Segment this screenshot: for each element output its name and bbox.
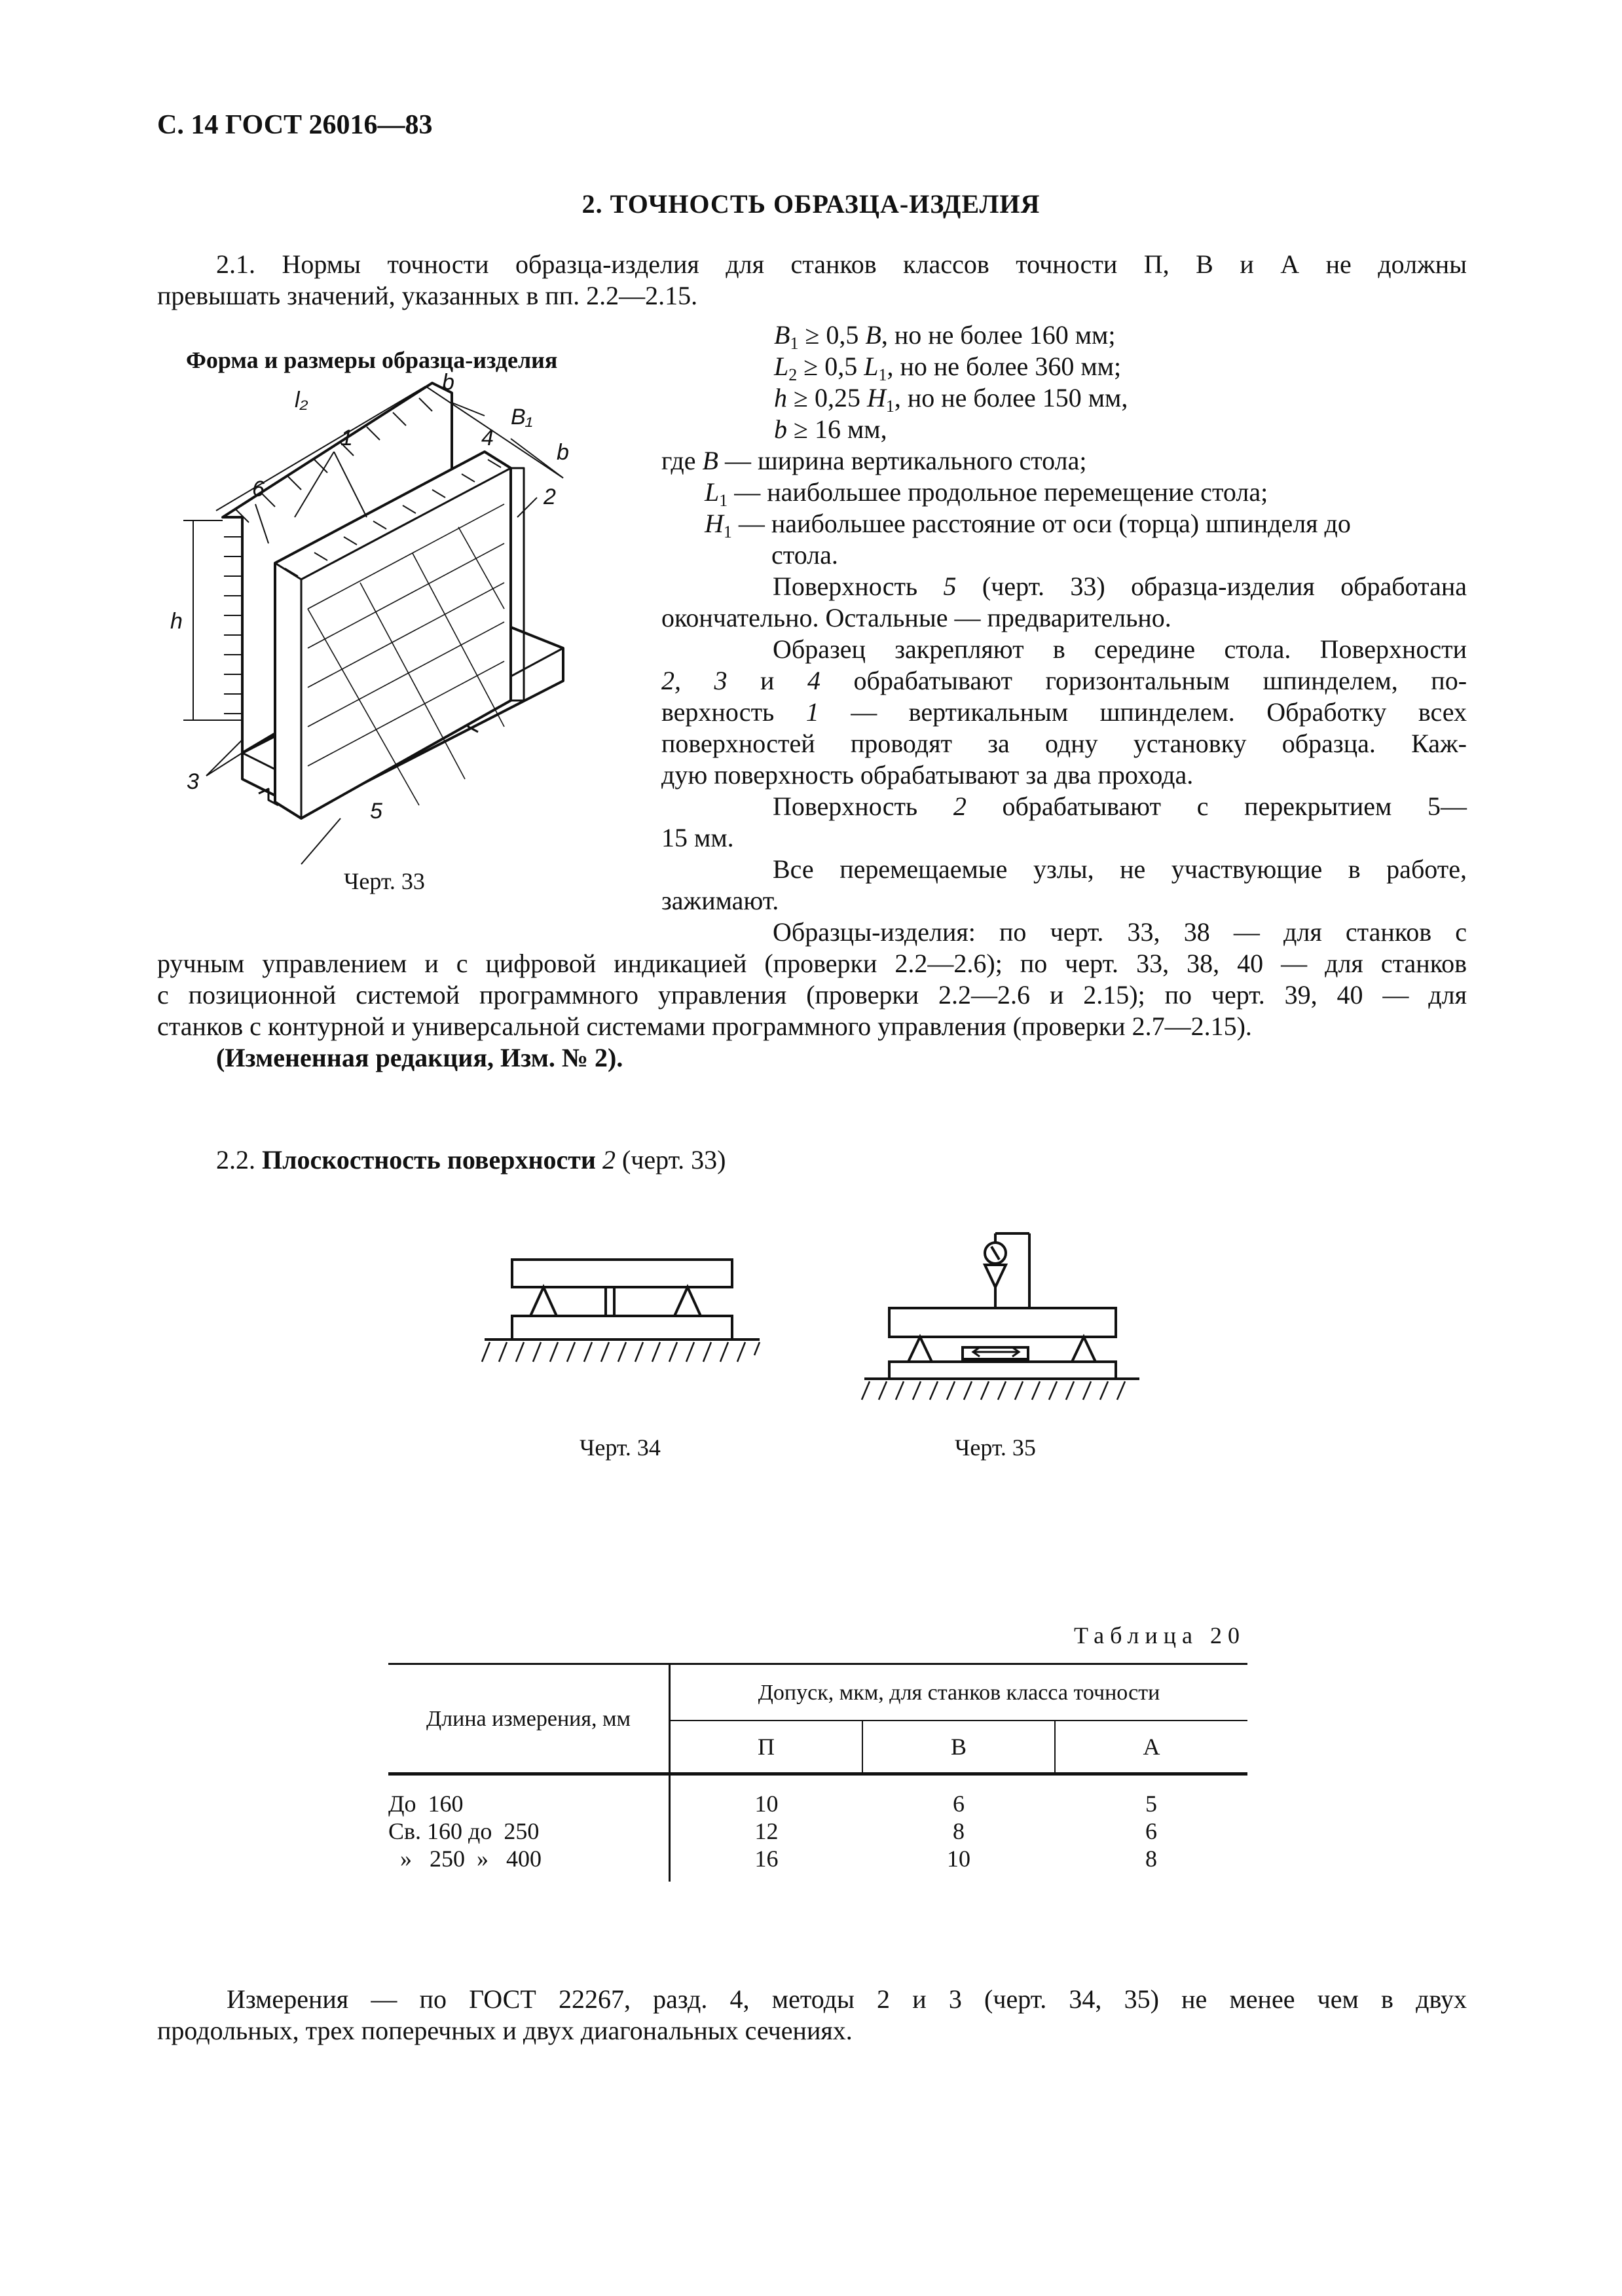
p21-line-1: 2.1. Нормы точности образца-изделия для станков классов точности П, В и А не должны [216, 249, 1467, 279]
table-cell-p: 12 [754, 1818, 779, 1844]
fig34-drawing [478, 1257, 766, 1388]
fig33-caption: Черт. 33 [344, 868, 425, 894]
para-d-line-1: Все перемещаемые узлы, не участвующие в работе, [773, 854, 1467, 884]
table-cell-a: 8 [1145, 1846, 1157, 1872]
def-h1: $H_1$ — наибольшее расстояние от оси (торца) шпинделя до [705, 509, 1351, 541]
table-row [388, 1774, 1247, 1818]
table-header-class-a: А [1055, 1721, 1247, 1774]
fig33-label-b1: B₁ [511, 405, 533, 429]
fig33-label-6: 6 [252, 477, 265, 501]
table-cell-a: 5 [1145, 1791, 1157, 1817]
formula-1: $B_1 \ge 0,5$ B, но не более 160 мм; [774, 320, 1116, 353]
amendment-note: (Измененная редакция, Изм. № 2). [216, 1043, 623, 1072]
para-b-line-4: поверхностей проводят за одну установку образца. Каж- [661, 729, 1467, 758]
formula-3: h ≥ 0,25 $H_1$, но не более 150 мм, [774, 383, 1128, 416]
table-label: Таблица 20 [1074, 1622, 1245, 1649]
fig33-caption-title: Форма и размеры образца-изделия [186, 347, 558, 373]
p21-line-2: превышать значений, указанных в пп. 2.2—2.15. [157, 281, 698, 310]
para-b-line-2: 2, 3 и 4 обрабатывают горизонтальным шпинделем, по- [661, 666, 1467, 695]
table-cell-v: 10 [947, 1846, 970, 1872]
section-title: 2. ТОЧНОСТЬ ОБРАЗЦА-ИЗДЕЛИЯ [581, 189, 1041, 219]
para-b-line-1: Образец закрепляют в середине стола. Поверхности [773, 634, 1467, 664]
table-header-class-v: В [862, 1721, 1055, 1774]
formula-4: b ≥ 16 мм, [774, 414, 887, 444]
fig33-label-2: 2 [544, 484, 556, 509]
fig33-label-1: 1 [341, 426, 353, 450]
fig33-label-h: h [170, 609, 183, 634]
table-20 [388, 1663, 1247, 1882]
fig35-drawing [858, 1231, 1146, 1401]
table-cell-length: Св. 160 до 250 [388, 1817, 670, 1845]
table-header-class-p: П [670, 1721, 863, 1774]
table-cell-length: До 160 [388, 1774, 670, 1818]
final-line-1: Измерения — по ГОСТ 22267, разд. 4, методы 2 и 3 (черт. 34, 35) не менее чем в двух [227, 1984, 1467, 2014]
def-b: где B — ширина вертикального стола; [661, 446, 1087, 475]
para-b-line-3: верхность 1 — вертикальным шпинделем. Обработку всех [661, 697, 1467, 727]
para-e-line-3: с позиционной системой программного управления (проверки 2.2—2.6 и 2.15); по черт. 39, 40 — для [157, 980, 1467, 1010]
para-a-line-1: Поверхность 5 (черт. 33) образца-изделия обработана [773, 572, 1467, 601]
table-cell-a: 6 [1145, 1818, 1157, 1844]
para-e-line-2: ручным управлением и с цифровой индикацией (проверки 2.2—2.6); по черт. 33, 38, 40 — для станков [157, 949, 1467, 978]
final-line-2: продольных, трех поперечных и двух диагональных сечениях. [157, 2016, 853, 2045]
fig33-label-b-right: b [557, 440, 569, 465]
fig35-caption: Черт. 35 [955, 1434, 1036, 1461]
table-cell-v: 8 [953, 1818, 965, 1844]
fig33-label-4: 4 [481, 426, 494, 450]
table-cell-v: 6 [953, 1791, 965, 1817]
table-cell-length: » 250 » 400 [388, 1845, 670, 1882]
para-e-line-4: станков с контурной и универсальной системами программного управления (проверки 2.7—2.15). [157, 1011, 1252, 1041]
fig33-label-l2: l₂ [295, 388, 308, 412]
para-b-line-5: дую поверхность обрабатывают за два прохода. [661, 760, 1194, 790]
fig33-drawing [144, 370, 642, 858]
formula-2: $L_2 \ge 0,5$ $L_1$, но не более 360 мм; [774, 352, 1122, 384]
para-c-line-2: 15 мм. [661, 823, 734, 852]
item-2-2: 2.2. Плоскостность поверхности 2 (черт. 33) [216, 1145, 726, 1175]
table-cell-p: 16 [754, 1846, 779, 1872]
def-h1-cont: стола. [771, 540, 838, 570]
table-header-length: Длина измерения, мм [388, 1664, 670, 1774]
para-e-line-1: Образцы-изделия: по черт. 33, 38 — для станков с [773, 917, 1467, 947]
table-row [388, 1845, 1247, 1882]
table-header-group: Допуск, мкм, для станков класса точности [670, 1664, 1248, 1721]
fig33-label-5: 5 [370, 799, 382, 824]
fig33-label-b-top: b [442, 370, 454, 395]
page-header: С. 14 ГОСТ 26016—83 [157, 110, 433, 140]
para-d-line-2: зажимают. [661, 886, 779, 915]
table-row [388, 1817, 1247, 1845]
para-c-line-1: Поверхность 2 обрабатывают с перекрытием 5— [773, 792, 1467, 821]
fig34-caption: Черт. 34 [580, 1434, 661, 1461]
def-l1: $L_1$ — наибольшее продольное перемещение стола; [705, 477, 1268, 510]
para-a-line-2: окончательно. Остальные — предварительно. [661, 603, 1171, 632]
fig33-label-3: 3 [187, 769, 199, 794]
table-cell-p: 10 [754, 1791, 779, 1817]
